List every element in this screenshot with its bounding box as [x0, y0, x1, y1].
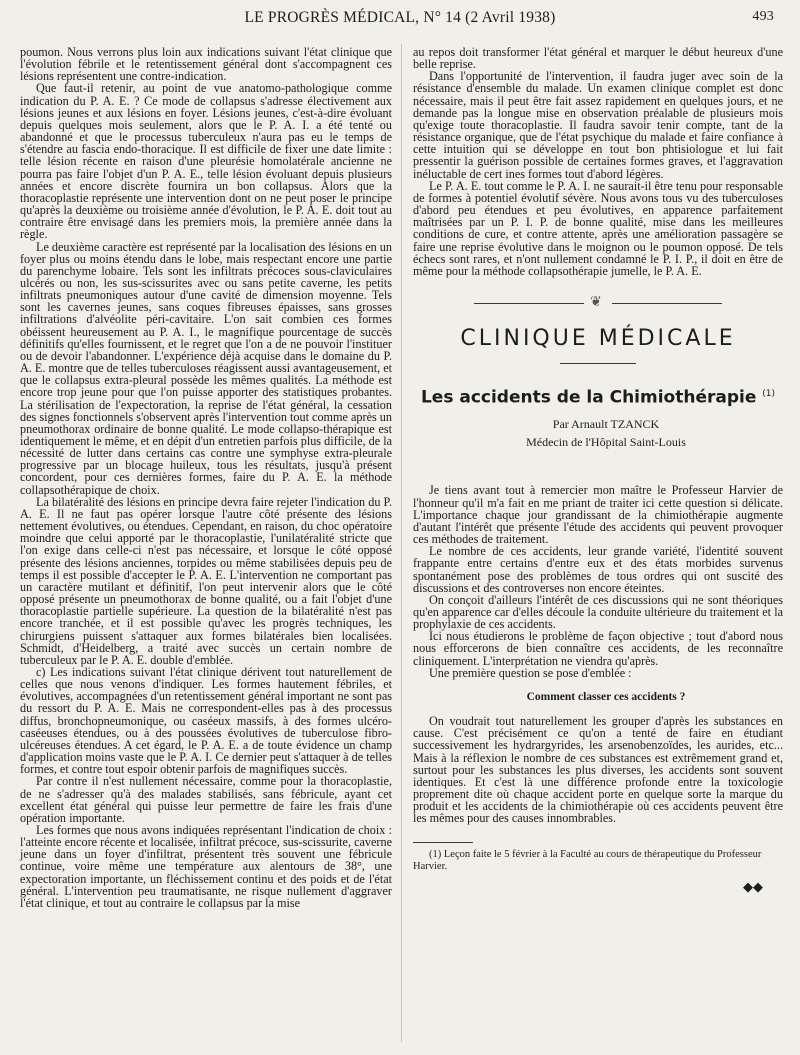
- page-number: 493: [752, 9, 774, 24]
- right-paragraph: Dans l'opportunité de l'intervention, il faudra juger avec soin de la résistance d'ensemble du malade. Un examen clinique complet est donc nécessaire, mais il peut être fait assez rapidement en quelques jours, et ne demande pas la longue mise en observation préalable de plusieurs mois qu'exige toute thoracoplastie. Il faudra savoir tenir compte, tant de la résistance organique, que de l'état psychique du malade et faire confiance à cette intuition qui se développe en tout bon phtisiologue et lui fait pressentir la guérison possible de certaines formes graves, et l'aggravation inéluctable de cert ines formes tout d'abord légères.: [413, 69, 783, 181]
- body-paragraph: On conçoit d'ailleurs l'intérêt de ces discussions qui ne sont théoriques qu'en apparence car d'elles découle la conduite ultérieure du traitement et la prophylaxie de ces accidents.: [413, 592, 783, 632]
- article-title-text: Les accidents de la Chimiothérapie: [420, 387, 757, 408]
- left-paragraph: poumon. Nous verrons plus loin aux indications suivant l'état clinique que l'évolution fébrile et le retentissement général dont s'accompagnent ces lésions représentent une contre-indication.: [20, 45, 392, 84]
- fleuron-icon: ❦: [590, 294, 606, 310]
- column-divider: [401, 44, 402, 1042]
- body-paragraph: Ici nous étudierons le problème de façon objective ; tout d'abord nous nous efforcerons de bien connaître ces accidents, de les reconnaître cliniquement. L'interprétation ne viendra qu'après.: [413, 629, 783, 668]
- running-head: LE PROGRÈS MÉDICAL, N° 14 (2 Avril 1938): [244, 9, 556, 26]
- ornament-rule: [413, 294, 783, 310]
- article-title-note: (1): [762, 389, 776, 400]
- left-paragraph: c) Les indications suivant l'état clinique dérivent tout naturellement de celles que nous venons d'indiquer. Les formes hautement fébriles, et évolutives, accompagnées d'un retentissement général important ne sont pas du ressort du P. A. E. Mais ne correspondent-elles pas à des processus diffus, bronchopneumonique, ou caséeux massifs, à des formes ulcéro-caséeuses étendues, ou à des poussées évolutives de tuberculose fibro-ulcéreuses étendues. A cet égard, le P. A. E. a de toute évidence un champ d'application moins vaste que le P. A. I. Ce dernier peut s'attaquer à de telles formes, et contre tout espoir obtenir parfois de magnifiques succès.: [20, 664, 392, 777]
- right-paragraph: Le P. A. E. tout comme le P. A. I. ne saurait-il être tenu pour responsable de formes à potentiel évolutif sévère. Nous avons tous vu des tuberculoses d'abord peu étendues et peu évolutives, en apparence parfaitement maîtrisées par un P. I. P. de bonne qualité, mise dans les meilleures conditions de cure, et contre attente, après une amélioration passagère se faire une reprise évolutive dans le moignon ou le poumon opposé. De tels échecs sont rares, et n'ont nullement condamné le P. I. P., il doit en être de même pour la méthode collapsothérapie jumelle, le P. A. E.: [413, 178, 783, 278]
- ornament-rule-right: [612, 303, 722, 304]
- end-mark-icon: ◆◆: [743, 879, 763, 895]
- left-paragraph: Le deuxième caractère est représenté par la localisation des lésions en un foyer plus ou moins étendu dans le lobe, mais respectant encore une partie du parenchyme lobaire. Tels sont les infiltrats précoces sous-claviculaires ulcérés ou non, les sus-scissurites avec ou sans petite caverne, les petits infiltrats pneumoniques autour d'une cavité de dimension moyenne. Tels sont les cavernes jeunes, sans coques fibreuses épaisses, sans grosses infiltrations d'alvéolite péri-cavitaire. L'on sait combien ces formes obéissent heureusement au P. A. I., le magnifique pourcentage de succès définitifs qu'elles fournissent, et le regret que l'on a de ne pouvoir l'instituer ou de devoir l'abandonner. L'expérience déjà acquise dans le domaine du P. A. E. montre que de telles tuberculoses réagissent aussi avantageusement, et que le collapsus extra-pleural possède les mêmes qualités. La méthode est encore trop jeune pour que l'on puisse apporter des statistiques probantes. La stérilisation de l'expectoration, la reprise de l'état général, la cessation des signes fonctionnels s'observent après l'intervention tout comme après un pneumothorax ordinaire de bonne qualité. Le mode collapso-thérapique est identiquement le même, et en dépit d'un entretien parfois plus difficile, de la nécessité de lutter dans certains cas contre une symphyse extra-pleurale progressive par un blocage huileux, tous les résultats, jusqu'à présent concordent, pour ces dernières formes, faire du P. A. E. la méthode collapsothérapique de choix.: [20, 239, 392, 497]
- right-paragraph: au repos doit transformer l'état général et marquer le début heureux d'une belle reprise.: [413, 45, 783, 72]
- footnote: (1) Leçon faite le 5 février à la Faculté au cours de thérapeutique du Professeur Harvier.: [413, 849, 762, 873]
- left-column: [20, 46, 392, 909]
- left-paragraph: Par contre il n'est nullement nécessaire, comme pour la thoracoplastie, de ne s'adresser qu'à des malades stabilisés, sans fébricule, ayant cet excellent état général qui puisse leur permettre de faire les frais d'une opération importante.: [20, 774, 392, 825]
- page-header: [20, 9, 780, 31]
- ornament-rule-left: [474, 303, 584, 304]
- body-paragraph: Une première question se pose d'emblée :: [429, 665, 632, 680]
- right-column: [413, 46, 783, 894]
- subheading: Comment classer ces accidents ?: [526, 690, 686, 703]
- body-paragraph: Je tiens avant tout à remercier mon maître le Professeur Harvier de l'honneur qu'il m'a fait en me priant de traiter ici cette question si délicate. L'importance chaque jour grandissant de la chimiothérapie augmente d'autant l'intérêt que présente l'étude des accidents qui peuvent provoquer ces méthodes de traitement.: [413, 483, 783, 547]
- left-paragraph: Que faut-il retenir, au point de vue anatomo-pathologique comme indication du P. A. E. ? Ce mode de collapsus s'adresse électivement aux lésions jeunes et aux lésions en foyer. Lésions jeunes, c'est-à-dire évoluant depuis quelques mois seulement, alors que le P. A. I. a été tenté ou abandonné et que le processus tuberculeux n'aura pas eu le temps de s'étendre au fascia endo-thoracique. Il est difficile de fixer une date limite : telle lésion récente en raison d'une pleurésie homolatérale ancienne ne pourra pas faire l'objet d'un P. A. E., telle lésion évoluant depuis plusieurs années et encore discrète fournira un bon collapsus. Alors que la thoracoplastie représente une intervention dont on ne peut poser le principe qu'après la deuxième ou troisième année d'évolution, le P. A. E. doit tout au contraire être envisagé dans les premiers mois, la première année dans la règle.: [20, 81, 392, 242]
- left-paragraph: La bilatéralité des lésions en principe devra faire rejeter l'indication du P. A. E. Il ne faut pas opérer lorsque l'autre côté présente des lésions nettement évolutives, ou étendues. Cependant, en raison, du choc opératoire moindre que celui apporté par le thoracoplastie, l'unilatéralité stricte que l'on exige dans celle-ci n'est pas nécessaire, et lorsque le côté opposé présente des lésions anciennes, torpides ou même stabilisées depuis peu de temps il est possible d'accepter le P. A. E. L'intervention ne comportant pas un caractère mutilant et définitif, l'on peut intervenir alors que le côté opposé présente un pneumothorax de bonne qualité, ou a fait l'objet d'une thoracoplastie partielle supérieure. La question de la bilatéralité n'est pas encore tranchée, et il est possible qu'avec les progrès techniques, les chirurgiens puissent s'attaquer aux formes bilatérales bien localisées. Schmidt, d'Heidelberg, a traité avec succès un certain nombre de tuberculeux par le P. A. E. double d'emblée.: [20, 494, 392, 667]
- article-title: [413, 387, 783, 408]
- author-line: Par Arnault TZANCK: [552, 417, 660, 432]
- body-paragraph: On voudrait tout naturellement les grouper d'après les substances en cause. C'est précisément ce qu'on a tenté de faire en étudiant successivement les hydrargyrides, les arsenobenzoïdes, les aurides, etc... Mais à la réflexion le nombre de ces substances est extrêmement grand et, surtout pour les substances les plus diverses, les accidents sont souvent identiques. Et c'est là une différence profonde entre la toxicologie proprement dite où chaque accident porte en quelque sorte la marque du produit et les accidents de la chimiothérapie où ces accidents peuvent être les mêmes pour des causes innombrables.: [413, 714, 783, 826]
- author-affiliation: Médecin de l'Hôpital Saint-Louis: [526, 435, 686, 450]
- body-paragraph: Le nombre de ces accidents, leur grande variété, l'identité souvent frappante entre certains d'entre eux et des états morbides survenus spontanément pose des problèmes de tous ordres qui ont suscité des discussions et des controverses non encore éteintes.: [413, 544, 783, 595]
- left-paragraph: Les formes que nous avons indiquées représentant l'indication de choix : l'atteinte encore récente et localisée, infiltrat précoce, sus-scissurite, caverne jeune dans un foyer d'infiltrat, présentent très souvent une fébricule continue, voire même une température aux alentours de 38°, une expectoration importante, un fléchissement continu et des poids et de l'état général. L'intervention peu traumatisante, ne risque nullement d'aggraver l'état clinique, et tout au contraire le collapsus par la mise: [20, 823, 392, 910]
- section-title: CLINIQUE MÉDICALE: [460, 326, 736, 352]
